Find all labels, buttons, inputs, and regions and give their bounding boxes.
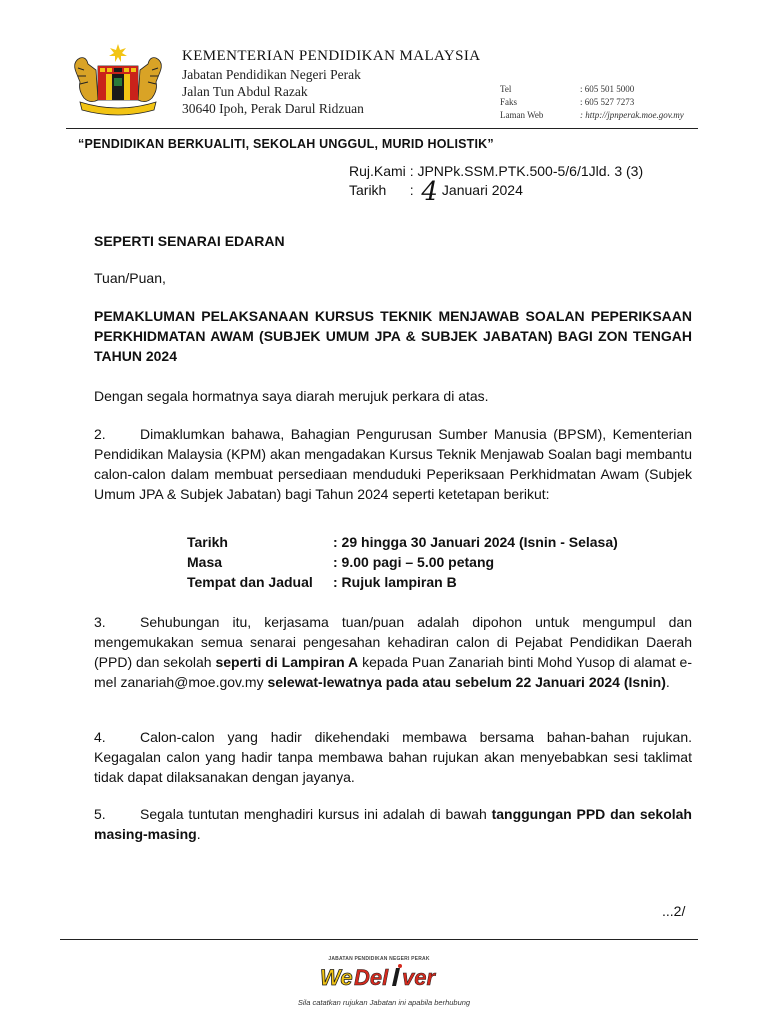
detail-label: Tempat dan Jadual xyxy=(187,574,313,590)
course-details xyxy=(187,532,618,592)
motto: “PENDIDIKAN BERKUALITI, SEKOLAH UNGGUL, MURID HOLISTIK” xyxy=(78,137,494,151)
detail-label: Masa xyxy=(187,554,223,570)
tarikh-label: Tarikh xyxy=(349,182,387,198)
addressee: SEPERTI SENARAI EDARAN xyxy=(94,233,285,249)
ruj-value: : JPNPk.SSM.PTK.500-5/6/1Jld. 3 (3) xyxy=(409,163,644,179)
letter-subject: PEMAKLUMAN PELAKSANAAN KURSUS TEKNIK MENJAWAB SOALAN PEPERIKSAAN PERKHIDMATAN AWAM (SUBJEK UMUM JPA & SUBJEK JABATAN) BAGI ZON TENGAH TAHUN 2024 xyxy=(94,308,692,364)
paragraph-number: 2. xyxy=(94,426,106,442)
detail-label: Tarikh xyxy=(187,534,228,550)
paragraph-1: Dengan segala hormatnya saya diarah merujuk perkara di atas. xyxy=(94,388,489,404)
paragraph-text: Calon-calon yang hadir dikehendaki membawa bersama bahan-bahan rujukan. Kegagalan calon yang hadir tanpa membawa bahan rujukan akan menyebabkan sesi taklimat tidak dapat dilaksanakan dengan jayanya. xyxy=(94,729,692,785)
logo-we-text: We xyxy=(320,965,353,990)
reference-block xyxy=(349,162,644,207)
paragraph-text: kepada Puan Zanariah binti Mohd Yusop di alamat e-mel zanariah@moe.gov.my xyxy=(94,654,692,690)
salutation: Tuan/Puan, xyxy=(94,270,166,286)
tarikh-month-year: Januari 2024 xyxy=(441,182,523,198)
contact-values xyxy=(580,83,684,122)
footer-note: Sila catatkan rujukan Jabatan ini apabila berhubung xyxy=(297,998,471,1007)
web-value: : http://jpnperak.moe.gov.my xyxy=(580,110,684,120)
page-continuation: ...2/ xyxy=(662,903,686,919)
tarikh-colon: : xyxy=(409,182,414,198)
logo-del-text: Del xyxy=(354,965,389,990)
web-label: Laman Web xyxy=(500,110,544,120)
department-name: Jabatan Pendidikan Negeri Perak xyxy=(182,67,361,82)
detail-row-venue xyxy=(187,572,618,592)
deadline-bold: selewat-lewatnya pada atau sebelum 22 Januari 2024 (Isnin) xyxy=(267,674,666,690)
paragraph-number: 4. xyxy=(94,729,106,745)
paragraph-2 xyxy=(94,424,692,504)
paragraph-5 xyxy=(94,804,692,844)
fax-label: Faks xyxy=(500,97,518,107)
paragraph-text: . xyxy=(665,674,670,690)
logo-ver-text: ver xyxy=(402,965,436,990)
malaysia-coat-of-arms-icon xyxy=(70,42,166,118)
detail-value: : Rujuk lampiran B xyxy=(333,574,457,590)
logo-caption: JABATAN PENDIDIKAN NEGERI PERAK xyxy=(328,956,430,962)
detail-row-date xyxy=(187,532,618,552)
paragraph-text: Segala tuntutan menghadiri kursus ini adalah di bawah xyxy=(140,806,492,822)
paragraph-bold: seperti di Lampiran A xyxy=(215,654,359,670)
street-address: Jalan Tun Abdul Razak xyxy=(182,84,308,99)
detail-row-time xyxy=(187,552,618,572)
ministry-name: KEMENTERIAN PENDIDIKAN MALAYSIA xyxy=(182,48,481,64)
header-divider xyxy=(66,128,698,129)
tel-label: Tel xyxy=(500,84,512,94)
fax-value: : 605 527 7273 xyxy=(580,97,635,107)
detail-value: : 9.00 pagi – 5.00 petang xyxy=(333,554,495,570)
contact-labels xyxy=(500,83,543,122)
letterhead-address xyxy=(182,66,364,117)
we-deliver-logo xyxy=(314,962,444,992)
paragraph-number: 5. xyxy=(94,806,106,822)
handwritten-day: 4 xyxy=(421,177,438,207)
footer-divider xyxy=(60,939,698,940)
paragraph-3 xyxy=(94,612,692,692)
detail-value: : 29 hingga 30 Januari 2024 (Isnin - Selasa) xyxy=(333,534,618,550)
city-address: 30640 Ipoh, Perak Darul Ridzuan xyxy=(182,101,364,116)
tel-value: : 605 501 5000 xyxy=(580,84,635,94)
paragraph-number: 3. xyxy=(94,614,106,630)
paragraph-4 xyxy=(94,727,692,787)
date-row xyxy=(349,177,643,207)
ruj-label: Ruj.Kami xyxy=(349,163,406,179)
paragraph-text: . xyxy=(196,826,201,842)
paragraph-bold: tanggungan PPD dan sekolah masing-masing xyxy=(94,806,692,842)
paragraph-text: Dimaklumkan bahawa, Bahagian Pengurusan Sumber Manusia (BPSM), Kementerian Pendidikan Malaysia (KPM) akan mengadakan Kursus Teknik Menjawab Soalan bagi membantu calon-calon dalam membuat persediaan menduduki Peperiksaan Perkhidmatan Awam (Subjek Umum JPA & Subjek Jabatan) bagi Tahun 2024 seperti ketetapan berikut: xyxy=(94,426,692,502)
reference-row xyxy=(349,162,643,181)
paragraph-text: Sehubungan itu, kerjasama tuan/puan adalah dipohon untuk mengumpul dan mengemukakan semua senarai pengesahan kehadiran calon di Pejabat Pendidikan Daerah (PPD) dan sekolah xyxy=(94,614,692,670)
logo-slash-icon xyxy=(392,968,400,986)
